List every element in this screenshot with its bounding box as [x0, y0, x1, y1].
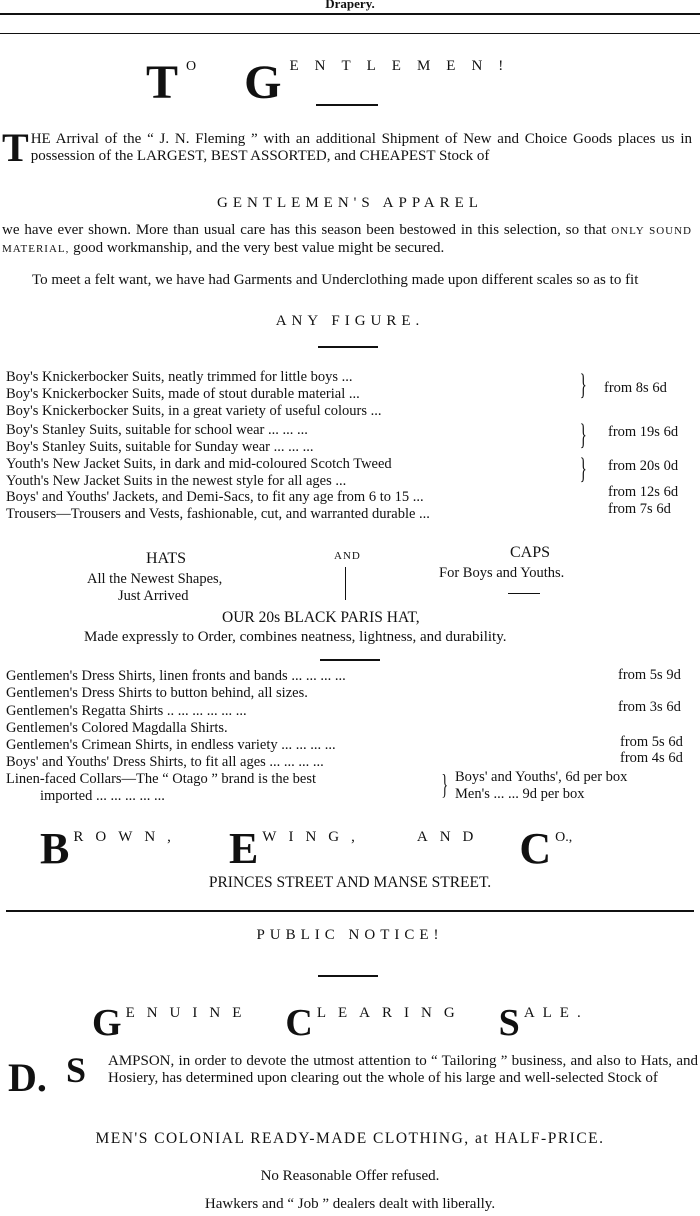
header-rule: [0, 13, 700, 15]
hats-line2: Just Arrived: [118, 588, 189, 604]
collars-boys: Boys' and Youths', 6d per box: [455, 769, 628, 785]
paris-hat-rule: [320, 659, 380, 661]
firm-small-rown: ROWN,: [73, 829, 183, 845]
paragraph-3: To meet a felt want, we have had Garments and Underclothing made upon different scales so as to fit: [32, 272, 639, 288]
offer-line: No Reasonable Offer refused.: [260, 1168, 440, 1184]
hats-title: HATS: [146, 550, 187, 567]
list-item: Youth's New Jacket Suits in the newest style for all ages ...: [6, 473, 347, 489]
paragraph-2: [2, 222, 692, 258]
title-small-o: O: [186, 59, 197, 74]
firm-small-and: AND: [416, 829, 486, 845]
list-item: Trousers—Trousers and Vests, fashionable, cut, and warranted durable ...: [6, 506, 430, 522]
address: PRINCES STREET AND MANSE STREET.: [208, 874, 492, 891]
caps-line1: For Boys and Youths.: [439, 565, 565, 581]
caps-rule: [508, 593, 540, 594]
list-item: Boy's Stanley Suits, suitable for school wear ... ... ...: [6, 422, 308, 438]
firm-small-o: O.,: [555, 830, 573, 845]
price-dress-shirts: from 5s 9d: [618, 667, 681, 683]
title-underline: [316, 104, 378, 106]
drop-cap-spacer: [8, 1050, 108, 1090]
list-item: Boy's Knickerbocker Suits, in a great variety of useful colours ...: [6, 403, 382, 419]
brace-3: }: [579, 452, 587, 485]
price-youth-jacket: from 20s 0d: [608, 458, 679, 474]
ad1-title: [146, 58, 519, 107]
list-item: Boy's Knickerbocker Suits, made of stout durable material ...: [6, 386, 360, 402]
brace-2: }: [579, 418, 587, 451]
firm-letter-c: C: [519, 824, 552, 873]
para2-text-a: we have ever shown. More than usual care has this season been bestowed in this selection, so that: [2, 222, 612, 238]
sampson-paragraph: [8, 1050, 698, 1090]
collars-line-1: Linen-faced Collars—The “ Otago ” brand is the best: [6, 771, 317, 787]
list-item: Boys' and Youths' Dress Shirts, to fit all ages ... ... ... ...: [6, 754, 324, 770]
sampson-text: AMPSON, in order to devote the utmost attention to “ Tailoring ” business, and also to Hats, and Hosiery, has determined upon clearing out the whole of his large and well-selected Stock of: [108, 1053, 698, 1086]
list-item: Boy's Knickerbocker Suits, neatly trimmed for little boys ...: [6, 369, 353, 385]
price-crimean: from 5s 6d: [620, 734, 683, 750]
title-letter-t: T: [146, 56, 179, 109]
apparel-heading: GENTLEMEN'S APPAREL: [217, 195, 483, 211]
list-item: Boys' and Youths' Jackets, and Demi-Sacs, to fit any age from 6 to 15 ...: [6, 489, 424, 505]
list-item: Gentlemen's Dress Shirts to button behind, all sizes.: [6, 685, 308, 701]
any-figure-heading: ANY FIGURE.: [275, 313, 425, 329]
title-small-ale: ALE.: [523, 1005, 589, 1021]
price-knickerbocker: from 8s 6d: [604, 380, 667, 396]
firm-letter-b: B: [40, 824, 70, 873]
price-regatta: from 3s 6d: [618, 699, 681, 715]
title-letter-s: S: [498, 1002, 520, 1044]
paris-hat-heading: OUR 20s BLACK PARIS HAT,: [222, 609, 420, 626]
para2-small-caps: ONLY SOUND MATERIAL,: [2, 225, 692, 255]
title-small-enuine: ENUINE: [125, 1005, 254, 1021]
hawkers-line: Hawkers and “ Job ” dealers dealt with liberally.: [204, 1196, 496, 1212]
list-item: Youth's New Jacket Suits, in dark and mid-coloured Scotch Tweed: [6, 456, 392, 472]
section-divider: [6, 910, 694, 912]
list-item: Gentlemen's Colored Magdalla Shirts.: [6, 720, 228, 736]
price-demi-sacs: from 12s 6d: [608, 484, 679, 500]
intro-drop-cap: T: [2, 125, 29, 170]
list-item: Gentlemen's Crimean Shirts, in endless variety ... ... ... ...: [6, 737, 336, 753]
header-rule-2: [0, 33, 700, 34]
collars-line-2: imported ... ... ... ... ...: [40, 788, 165, 804]
title-letter-g: G: [244, 56, 282, 109]
firm-name: [40, 824, 573, 873]
price-stanley: from 19s 6d: [608, 424, 679, 440]
price-trousers: from 7s 6d: [608, 501, 671, 517]
list-item: Gentlemen's Dress Shirts, linen fronts and bands ... ... ... ...: [6, 668, 346, 684]
title-letter-c: C: [285, 1002, 313, 1044]
para2-text-b: good workmanship, and the very best value might be secured.: [69, 240, 445, 256]
hats-divider: [345, 567, 346, 600]
colonial-headline: MEN'S COLONIAL READY-MADE CLOTHING, at HALF-PRICE.: [95, 1130, 605, 1147]
brace-1: }: [579, 368, 587, 401]
public-notice-rule: [318, 975, 378, 977]
paris-hat-desc: Made expressly to Order, combines neatness, lightness, and durability.: [84, 629, 507, 645]
collars-brace: }: [441, 770, 449, 801]
intro-text: HE Arrival of the “ J. N. Fleming ” with an additional Shipment of New and Choice Goods places us in possession of the LARGEST, BEST ASSORTED, and CHEAPEST Stock of: [30, 131, 692, 164]
section-header: Drapery.: [325, 0, 375, 11]
firm-letter-e: E: [228, 824, 259, 873]
public-notice-heading: PUBLIC NOTICE!: [256, 927, 444, 943]
drop-cap-d: D.: [8, 1055, 47, 1100]
price-boys-dress: from 4s 6d: [620, 750, 683, 766]
ad2-title: [92, 1004, 589, 1042]
title-small-entlemen: ENTLEMEN!: [289, 58, 520, 74]
firm-small-wing: WING,: [262, 829, 367, 845]
list-item: Boy's Stanley Suits, suitable for Sunday wear ... ... ...: [6, 439, 314, 455]
and-label: AND: [334, 550, 361, 562]
title-small-learing: LEARING: [316, 1005, 467, 1021]
collars-men: Men's ... ... 9d per box: [455, 786, 585, 802]
caps-title: CAPS: [510, 544, 551, 561]
intro-paragraph: [2, 125, 692, 191]
drop-cap-s: S: [66, 1050, 87, 1090]
hats-line1: All the Newest Shapes,: [87, 571, 223, 587]
list-item: Gentlemen's Regatta Shirts .. ... ... ... ... ...: [6, 703, 247, 719]
title-letter-g: G: [92, 1002, 122, 1044]
any-figure-rule: [318, 346, 378, 348]
